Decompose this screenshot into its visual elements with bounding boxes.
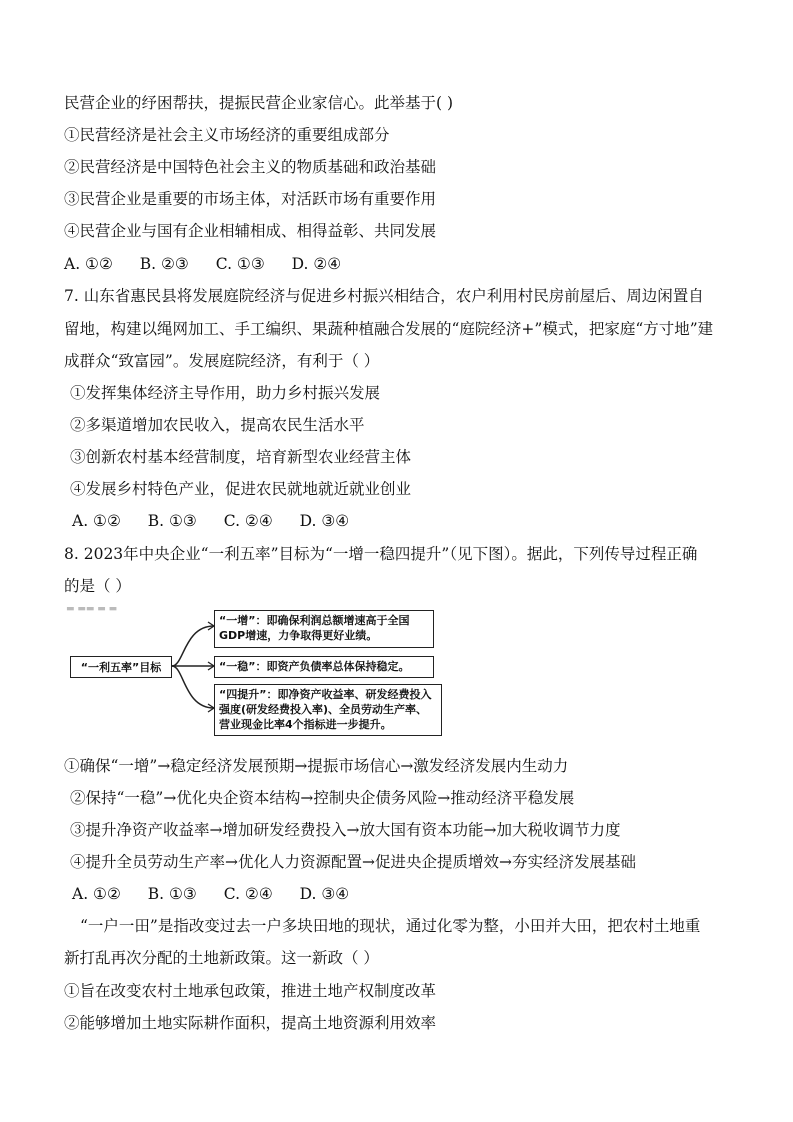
- q6-options: [64, 253, 363, 275]
- q7-statement-1: ①发挥集体经济主导作用，助力乡村振兴发展: [70, 384, 381, 402]
- diagram-branch-3: [214, 684, 442, 736]
- q8-option-d[interactable]: D. ③④: [299, 885, 350, 903]
- q6-option-c[interactable]: C. ①③: [215, 255, 265, 273]
- diagram-branch-3-line-2: 强度(研发经费投入率)、全员劳动生产率、: [219, 703, 428, 716]
- q9-statement-1: ①旨在改变农村土地承包政策，推进土地产权制度改革: [64, 982, 437, 1000]
- q7-statement-2: ②多渠道增加农民收入，提高农民生活水平: [70, 416, 365, 434]
- q7-stem-line-2: 留地，构建以绳网加工、手工编织、果蔬种植融合发展的“庭院经济+”模式，把家庭“方寸地”建: [64, 320, 714, 338]
- q8-statement-4: ④提升全员劳动生产率→优化人力资源配置→促进央企提质增效→夯实经济发展基础: [70, 853, 636, 871]
- q7-statement-3: ③创新农村基本经营制度，培育新型农业经营主体: [70, 448, 412, 466]
- q7-option-d[interactable]: D. ③④: [299, 512, 350, 530]
- q7-statement-4: ④发展乡村特色产业，促进农民就地就近就业创业: [70, 480, 412, 498]
- q6-stem-end: 民营企业的纾困帮扶，提振民营企业家信心。此举基于( ): [64, 94, 454, 112]
- q8-option-b[interactable]: B. ①③: [147, 885, 197, 903]
- q6-statement-3: ③民营企业是重要的市场主体，对活跃市场有重要作用: [64, 190, 437, 208]
- q9-stem-line-1: “一户一田”是指改变过去一户多块田地的现状，通过化零为整，小田并大田，把农村土地重: [80, 917, 701, 935]
- q9-stem-line-2: 新打乱再次分配的土地新政策。这一新政（ ）: [64, 949, 379, 967]
- q6-option-d[interactable]: D. ②④: [291, 255, 342, 273]
- q8-statement-2: ②保持“一稳”→优化央企资本结构→控制央企债务风险→推动经济平稳发展: [70, 789, 575, 807]
- q6-statement-2: ②民营经济是中国特色社会主义的物质基础和政治基础: [64, 158, 437, 176]
- q7-stem-line-1: 7. 山东省惠民县将发展庭院经济与促进乡村振兴相结合，农户利用村民房前屋后、周边闲置自: [64, 287, 704, 305]
- q9-statement-2: ②能够增加土地实际耕作面积，提高土地资源利用效率: [64, 1014, 437, 1032]
- q7-option-b[interactable]: B. ①③: [147, 512, 197, 530]
- diagram-branch-2-line-1: “一稳”：即资产负债率总体保持稳定。: [219, 660, 410, 673]
- diagram-branch-2: [214, 656, 434, 678]
- q8-options: [72, 883, 371, 905]
- diagram-root-box: “一利五率”目标: [70, 656, 172, 678]
- q6-statement-4: ④民营企业与国有企业相辅相成、相得益彰、共同发展: [64, 222, 437, 240]
- diagram-branch-1-line-1: “一增”：即确保利润总额增速高于全国: [219, 614, 410, 627]
- q6-option-a[interactable]: A. ①②: [64, 255, 113, 273]
- diagram-branch-1: [214, 610, 434, 648]
- q6-statement-1: ①民营经济是社会主义市场经济的重要组成部分: [64, 126, 390, 144]
- q7-stem-line-3: 成群众“致富园”。发展庭院经济，有利于（ ）: [64, 352, 380, 370]
- q8-stem-line-1: 8. 2023年中央企业“一利五率”目标为“一增一稳四提升”（见下图）。据此，下列传导过程正确: [64, 545, 698, 563]
- q8-option-a[interactable]: A. ①②: [72, 885, 121, 903]
- q8-stem-line-2: 的是（ ）: [64, 577, 131, 595]
- scan-artifact: ▬ ▬▬ ▬ ▬: [66, 604, 118, 614]
- q7-option-c[interactable]: C. ②④: [223, 512, 273, 530]
- q8-target-diagram: [64, 602, 442, 742]
- diagram-branch-1-line-2: GDP增速，力争取得更好业绩。: [219, 629, 378, 642]
- q7-options: [72, 510, 371, 532]
- q6-option-b[interactable]: B. ②③: [139, 255, 189, 273]
- diagram-branch-3-line-3: 营业现金比率4个指标进一步提升。: [219, 718, 392, 731]
- q8-statement-3: ③提升净资产收益率→增加研发经费投入→放大国有资本功能→加大税收调节力度: [70, 821, 621, 839]
- q8-statement-1: ①确保“一增”→稳定经济发展预期→提振市场信心→激发经济发展内生动力: [64, 757, 569, 775]
- q7-option-a[interactable]: A. ①②: [72, 512, 121, 530]
- q8-option-c[interactable]: C. ②④: [223, 885, 273, 903]
- diagram-branch-3-line-1: “四提升”：即净资产收益率、研发经费投入: [219, 688, 432, 701]
